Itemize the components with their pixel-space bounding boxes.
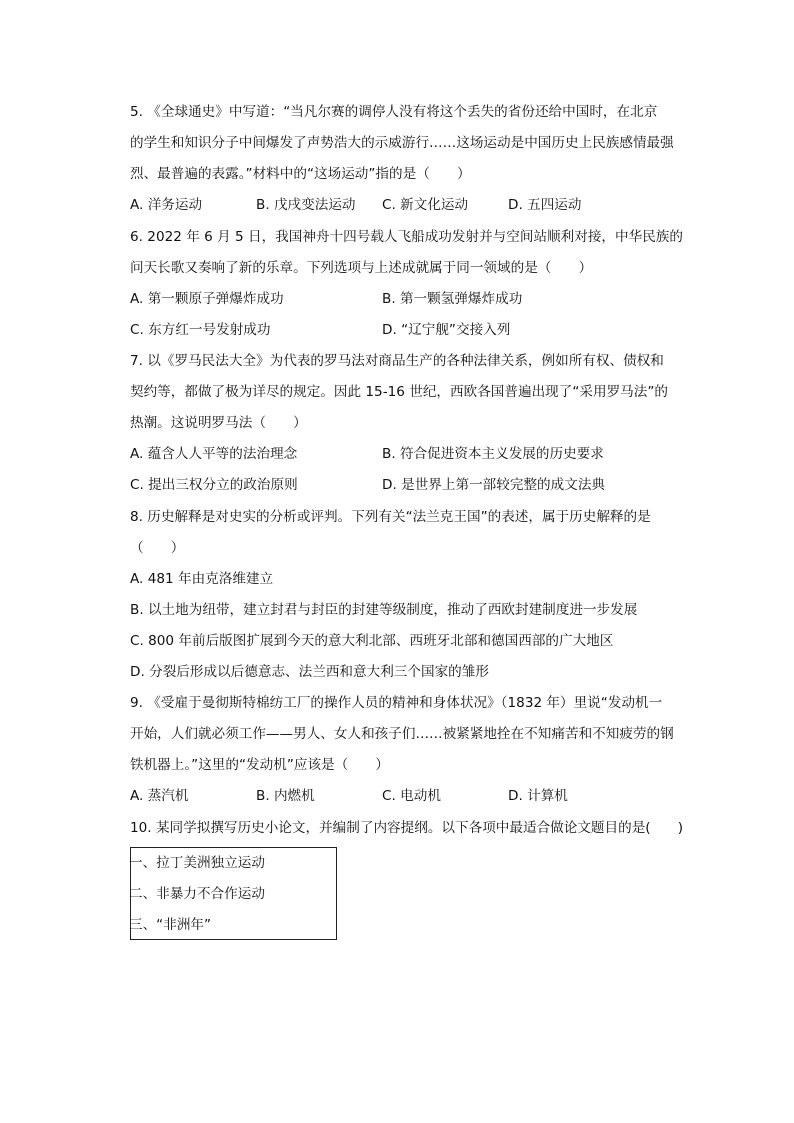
question-9-stem-line-1: 9. 《受雇于曼彻斯特棉纺工厂的操作人员的精神和身体状况》（1832 年）里说“发动机一 [130,695,663,711]
question-8-option-c[interactable]: C. 800 年前后版图扩展到今天的意大利北部、西班牙北部和德国西部的广大地区 [130,633,614,649]
question-5-option-d[interactable]: D. 五四运动 [508,197,582,213]
question-9-option-b[interactable]: B. 内燃机 [256,788,315,804]
question-9-stem-line-2: 开始，人们就必须工作——男人、女人和孩子们……被紧紧地拴在不知痛苦和不知疲劳的钢 [130,726,674,742]
question-5-option-c[interactable]: C. 新文化运动 [382,197,469,213]
question-5-option-b[interactable]: B. 戊戌变法运动 [256,197,356,213]
question-7-option-d[interactable]: D. 是世界上第一部较完整的成文法典 [382,477,606,493]
question-5-option-a[interactable]: A. 洋务运动 [130,197,203,213]
outline-item-2: 二、非暴力不合作运动 [129,886,265,902]
question-6-options-row-1 [130,284,694,315]
question-7-stem-line-3: 热潮。这说明罗马法（ ） [130,415,307,431]
question-6 [130,222,694,346]
question-8-option-a[interactable]: A. 481 年由克洛维建立 [130,571,274,587]
question-6-option-b[interactable]: B. 第一颗氢弹爆炸成功 [382,291,523,307]
question-9-option-c[interactable]: C. 电动机 [382,788,441,804]
question-5-stem-line-1: 5. 《全球通史》中写道：“当凡尔赛的调停人没有将这个丢失的省份还给中国时，在北京 [130,104,658,120]
question-5-stem-line-3: 烈、最普遍的表露。”材料中的“这场运动”指的是（ ） [130,166,471,182]
question-10-outline-box [130,847,337,940]
question-8-stem-line-1: 8. 历史解释是对史实的分析或评判。下列有关“法兰克王国”的表述，属于历史解释的是 [130,509,651,525]
question-9-option-d[interactable]: D. 计算机 [508,788,568,804]
question-8-option-b[interactable]: B. 以土地为纽带，建立封君与封臣的封建等级制度，推动了西欧封建制度进一步发展 [130,602,638,618]
question-10-stem-line-1: 10. 某同学拟撰写历史小论文，并编制了内容提纲。以下各项中最适合做论文题目的是( ) [130,820,684,836]
question-7 [130,346,694,501]
question-8 [130,502,694,688]
question-7-option-a[interactable]: A. 蕴含人人平等的法治理念 [130,446,298,462]
question-6-stem-line-1: 6. 2022 年 6 月 5 日，我国神舟十四号载人飞船成功发射并与空间站顺利对接，中华民族的 [130,229,683,245]
question-5 [130,97,694,221]
question-6-options-row-2 [130,315,694,346]
question-7-option-b[interactable]: B. 符合促进资本主义发展的历史要求 [382,446,604,462]
question-8-option-d[interactable]: D. 分裂后形成以后德意志、法兰西和意大利三个国家的雏形 [130,664,489,680]
question-9-option-a[interactable]: A. 蒸汽机 [130,788,189,804]
question-7-stem-line-2: 契约等，都做了极为详尽的规定。因此 15-16 世纪，西欧各国普遍出现了“采用罗马法”的 [130,384,669,400]
question-7-options-row-1 [130,439,694,470]
question-6-option-a[interactable]: A. 第一颗原子弹爆炸成功 [130,291,284,307]
question-6-option-c[interactable]: C. 东方红一号发射成功 [130,322,271,338]
outline-item-1: 一、拉丁美洲独立运动 [129,855,265,871]
question-9-options [130,781,694,812]
question-10 [130,813,694,844]
question-6-stem-line-2: 问天长歌又奏响了新的乐章。下列选项与上述成就属于同一领域的是（ ） [130,260,593,276]
question-5-options [130,190,694,221]
question-7-options-row-2 [130,470,694,501]
question-9-stem-line-3: 铁机器上。”这里的“发动机”应该是（ ） [130,757,390,773]
question-7-stem-line-1: 7. 以《罗马民法大全》为代表的罗马法对商品生产的各种法律关系，例如所有权、债权和 [130,353,664,369]
question-7-option-c[interactable]: C. 提出三权分立的政治原则 [130,477,298,493]
question-9 [130,688,694,812]
outline-item-3: 三、“非洲年” [129,917,212,933]
question-8-stem-line-2: （ ） [130,540,185,556]
question-5-stem-line-2: 的学生和知识分子中间爆发了声势浩大的示威游行……这场运动是中国历史上民族感情最强 [130,135,674,151]
question-6-option-d[interactable]: D. “辽宁舰”交接入列 [382,322,511,338]
